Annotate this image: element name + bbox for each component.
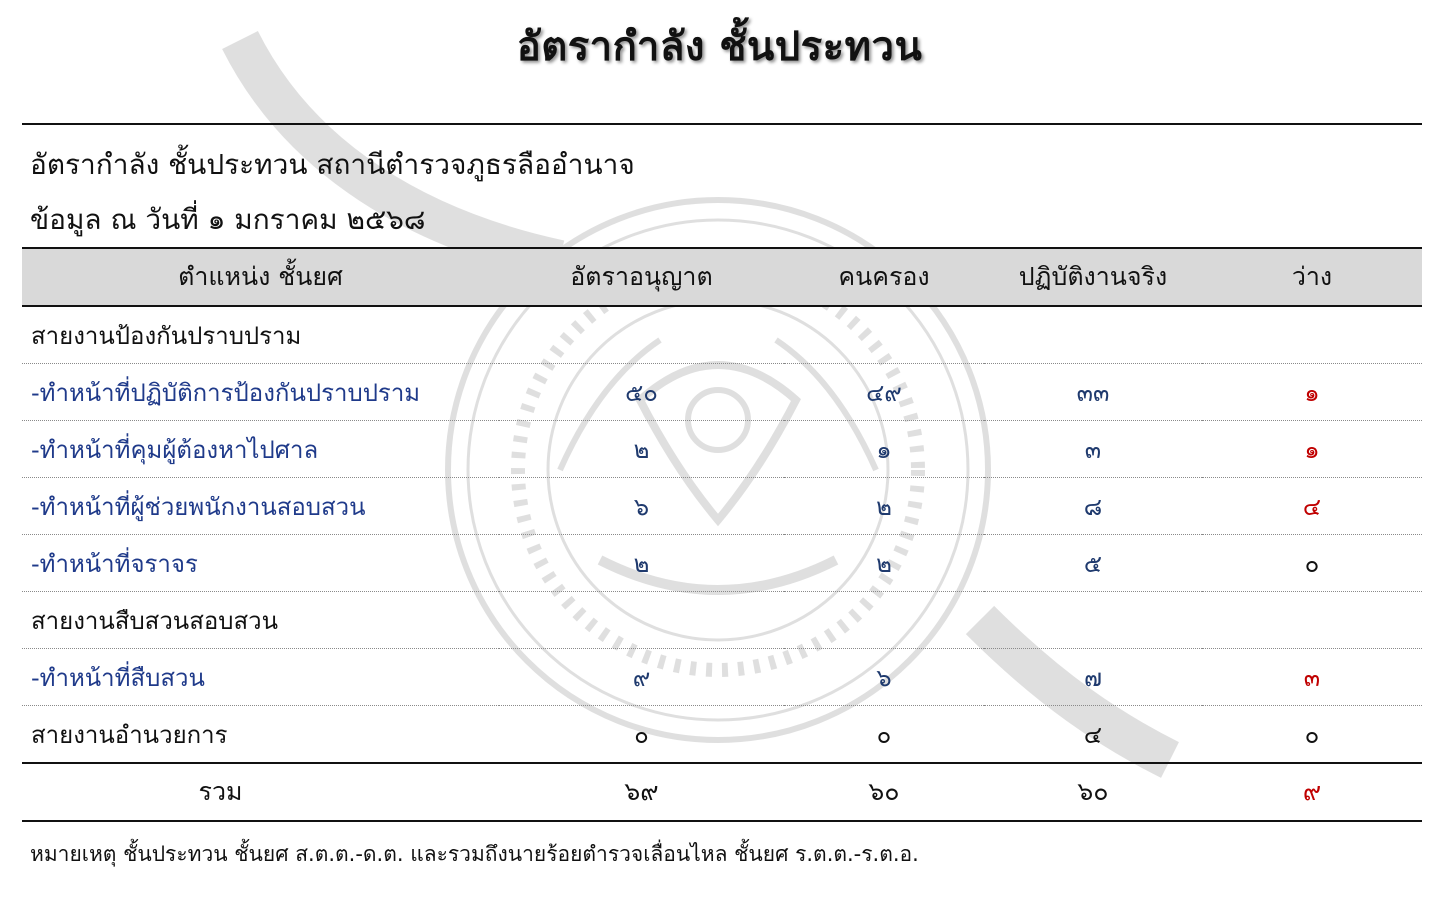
actual-cell: ๓๓ [984,364,1202,421]
position-label: -ทำหน้าที่ปฏิบัติการป้องกันปราบปราม [22,364,499,421]
table-row [22,306,1422,364]
footnote: หมายเหตุ ชั้นประทวน ชั้นยศ ส.ต.ต.-ด.ต. และรวมถึงนายร้อยตำรวจเลื่อนไหล ชั้นยศ ร.ต.ต.-ร.ต.อ. [30,842,919,866]
position-label: -ทำหน้าที่จราจร [22,535,499,592]
total-actual: ๖๐ [984,763,1202,821]
position-label: -ทำหน้าที่คุมผู้ต้องหาไปศาล [22,421,499,478]
vacant-cell: ๐ [1202,706,1422,764]
table-row [22,592,1422,649]
authorized-cell: ๖ [499,478,784,535]
report-subtitle: อัตรากำลัง ชั้นประทวน สถานีตำรวจภูธรลืออำนาจ [30,148,635,181]
filled-cell: ๒ [784,478,984,535]
table-row [22,478,1422,535]
col-header-position: ตำแหน่ง ชั้นยศ [22,248,499,306]
table-row [22,649,1422,706]
total-row [22,763,1422,821]
table-row [22,421,1422,478]
col-header-authorized: อัตราอนุญาต [499,248,784,306]
authorized-cell: ๐ [499,706,784,764]
table-header-row [22,248,1422,306]
section-label: สายงานสืบสวนสอบสวน [22,592,499,649]
filled-cell: ๐ [784,706,984,764]
actual-cell: ๓ [984,421,1202,478]
filled-cell: ๒ [784,535,984,592]
col-header-vacant: ว่าง [1202,248,1422,306]
authorized-cell: ๕๐ [499,364,784,421]
filled-cell [784,592,984,649]
filled-cell [784,306,984,364]
vacant-cell: ๐ [1202,535,1422,592]
position-label: -ทำหน้าที่สืบสวน [22,649,499,706]
actual-cell [984,592,1202,649]
vacant-cell: ๔ [1202,478,1422,535]
authorized-cell [499,306,784,364]
actual-cell: ๕ [984,535,1202,592]
page-title: อัตรากำลัง ชั้นประทวน [516,24,923,70]
vacant-cell: ๓ [1202,649,1422,706]
actual-cell: ๔ [984,706,1202,764]
authorized-cell: ๙ [499,649,784,706]
table-row [22,535,1422,592]
table-row [22,364,1422,421]
filled-cell: ๖ [784,649,984,706]
total-authorized: ๖๙ [499,763,784,821]
section-label: สายงานอำนวยการ [22,706,499,764]
top-divider [22,123,1422,125]
report-date: ข้อมูล ณ วันที่ ๑ มกราคม ๒๕๖๘ [30,203,426,236]
col-header-filled: คนครอง [784,248,984,306]
manpower-table [22,247,1422,822]
section-label: สายงานป้องกันปราบปราม [22,306,499,364]
total-vacant: ๙ [1202,763,1422,821]
authorized-cell: ๒ [499,421,784,478]
authorized-cell [499,592,784,649]
filled-cell: ๑ [784,421,984,478]
filled-cell: ๔๙ [784,364,984,421]
table-row [22,706,1422,764]
actual-cell: ๗ [984,649,1202,706]
actual-cell: ๘ [984,478,1202,535]
authorized-cell: ๒ [499,535,784,592]
total-filled: ๖๐ [784,763,984,821]
col-header-actual: ปฏิบัติงานจริง [984,248,1202,306]
total-label: รวม [22,763,499,821]
vacant-cell [1202,592,1422,649]
vacant-cell [1202,306,1422,364]
position-label: -ทำหน้าที่ผู้ช่วยพนักงานสอบสวน [22,478,499,535]
actual-cell [984,306,1202,364]
vacant-cell: ๑ [1202,364,1422,421]
vacant-cell: ๑ [1202,421,1422,478]
